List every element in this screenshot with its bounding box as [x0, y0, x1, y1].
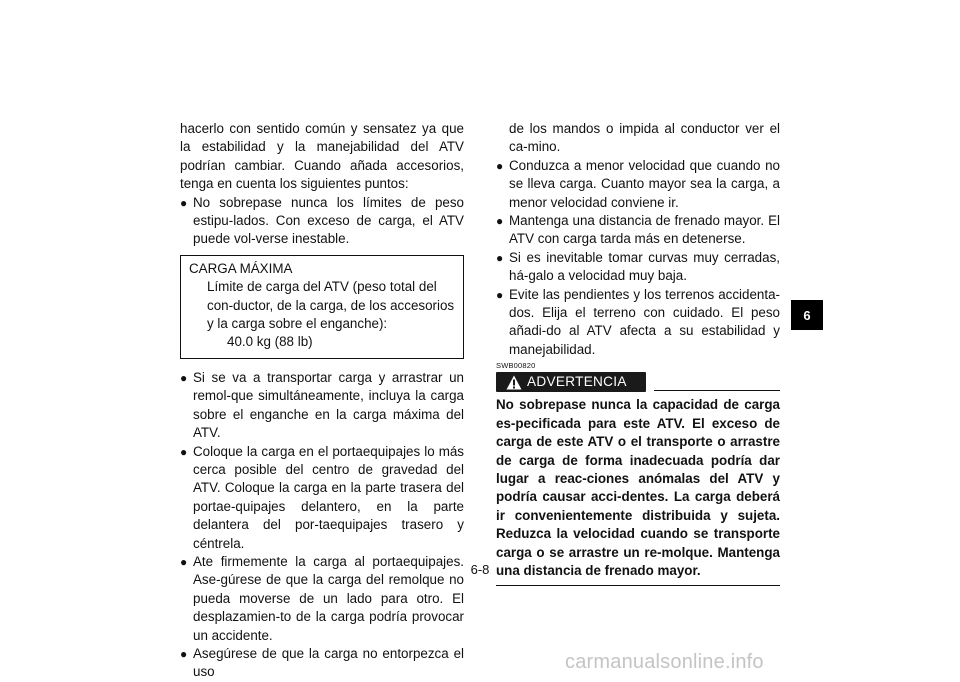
- list-item: [180, 553, 464, 645]
- list-item: [496, 249, 780, 286]
- max-load-spec-box: [180, 255, 464, 359]
- bullet-icon: ●: [180, 646, 188, 661]
- bullet-icon: ●: [180, 370, 188, 385]
- bullet-icon: ●: [496, 287, 504, 302]
- warning-block: [496, 361, 780, 586]
- warning-label: ADVERTENCIA: [527, 374, 627, 390]
- list-item-text: Asegúrese de que la carga no entorpezca el uso: [193, 645, 464, 680]
- bullet-icon: ●: [180, 554, 188, 569]
- watermark: carmanualsonline.info: [565, 651, 764, 673]
- bullet-icon: ●: [496, 158, 504, 173]
- list-item-text: Evite las pendientes y los terrenos accidenta-dos. Elija el terreno con cuidado. El peso añadi-do al ATV afecta a su estabilidad y manejabilidad.: [509, 286, 780, 357]
- chapter-tab: 6: [791, 300, 823, 330]
- list-item-text: Ate firmemente la carga al portaequipajes. Ase-gúrese de que la carga del remolque no pueda moverse de un lado para otro. El desplazamien-to de la carga podría provocar un accidente.: [193, 553, 464, 643]
- list-item-text: Conduzca a menor velocidad que cuando no se lleva carga. Cuanto mayor sea la carga, a menor velocidad conviene ir.: [509, 157, 780, 210]
- intro-paragraph: hacerlo con sentido común y sensatez ya que la estabilidad y la manejabilidad del ATV podrían cambiar. Cuando añada accesorios, tenga en cuenta los siguientes puntos:: [180, 121, 464, 192]
- page-number: 6-8: [470, 562, 490, 577]
- bullet-icon: ●: [496, 214, 504, 229]
- warning-code: SWB00820: [496, 361, 536, 371]
- list-item: [180, 369, 464, 443]
- warning-badge: [496, 372, 646, 392]
- list-item-text: de los mandos o impida al conductor ver el ca-mino.: [509, 121, 780, 155]
- list-item: [180, 645, 464, 682]
- spec-title: CARGA MÁXIMA: [189, 260, 293, 276]
- list-item-text: Si es inevitable tomar curvas muy cerradas, há-galo a velocidad muy baja.: [509, 249, 780, 284]
- spec-description: Límite de carga del ATV (peso total del con-ductor, de la carga, de los accesorios y la carga sobre el enganche):: [207, 279, 455, 332]
- left-column: [180, 120, 464, 682]
- list-item-text: Coloque la carga en el portaequipajes lo más cerca posible del centro de gravedad del ATV. Coloque la carga en la parte trasera del portae-quipajes delantero, en la parte delantera del por-taequipajes trasero y céntrela.: [193, 443, 464, 551]
- bullet-icon: ●: [496, 250, 504, 265]
- list-item: [496, 286, 780, 360]
- right-column: [496, 120, 780, 586]
- bullet-icon: ●: [180, 444, 188, 459]
- warning-triangle-icon: [506, 375, 522, 390]
- warning-text: No sobrepase nunca la capacidad de carga es-pecificada para este ATV. El exceso de carga de este ATV o el transporte o arrastre de carga de forma inadecuada podría dar lugar a reac-ciones anómalas del ATV y podría causar acci-dentes. La carga deberá ir convenientemente distribuida y sujeta. Reduzca la velocidad cuando se transporte carga o se arrastre un re-molque. Mantenga una distancia de frenado mayor.: [496, 396, 780, 586]
- warning-rule: [654, 390, 780, 391]
- warning-header: [496, 370, 780, 392]
- list-item-text: Mantenga una distancia de frenado mayor. El ATV con carga tarda más en detenerse.: [509, 213, 780, 247]
- list-item: [180, 443, 464, 553]
- list-item-text: Si se va a transportar carga y arrastrar un remol-que simultáneamente, incluya la carga sobre el enganche en la carga máxima del ATV.: [193, 369, 464, 441]
- list-item: [496, 212, 780, 249]
- list-item: [180, 194, 464, 249]
- spec-value: 40.0 kg (88 lb): [227, 334, 313, 350]
- list-item: [496, 157, 780, 212]
- list-item-text: No sobrepase nunca los límites de peso estipu-lados. Con exceso de carga, el ATV puede vol-verse inestable.: [193, 194, 464, 247]
- bullet-icon: ●: [180, 195, 188, 210]
- list-item-continuation: [496, 120, 780, 157]
